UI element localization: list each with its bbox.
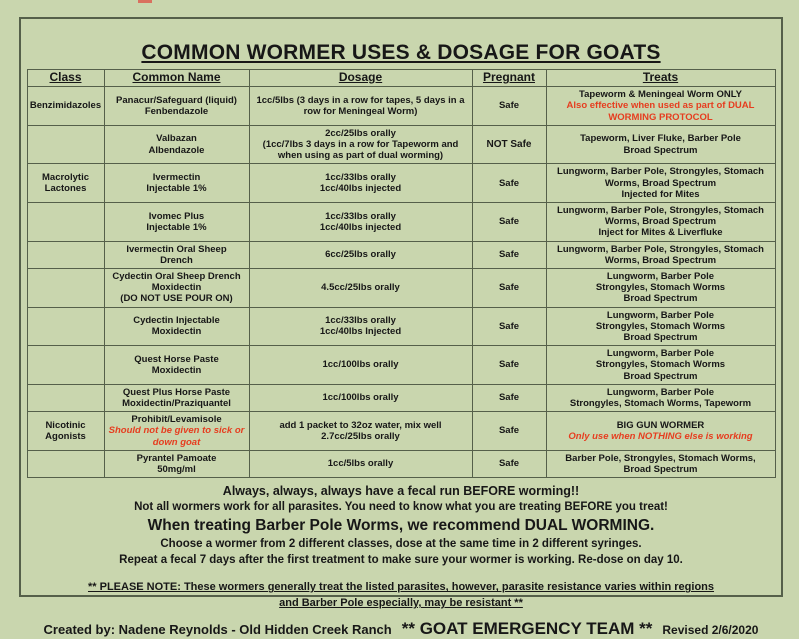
treats-text: Strongyles, Stomach Worms [595, 282, 726, 294]
cell-class [27, 125, 104, 164]
treats-text: Worms, Broad Spectrum [604, 254, 717, 266]
column-header-treats: Treats [546, 70, 775, 87]
cell-treats [546, 125, 775, 164]
cell-common-name [104, 164, 249, 203]
cell-dosage [249, 346, 472, 385]
cell-common-name [104, 412, 249, 451]
dosage-text: 1cc/5lbs orally [327, 458, 394, 470]
pregnant-status-text: Safe [498, 249, 520, 261]
dosage-text: 1cc/100lbs orally [322, 359, 399, 371]
cell-class [27, 164, 104, 203]
table-row [27, 125, 775, 164]
cell-common-name [104, 346, 249, 385]
cell-treats [546, 269, 775, 308]
pregnant-status-text: Safe [498, 458, 520, 470]
treats-warning-text: WORMING PROTOCOL [608, 111, 713, 123]
common-name-text: Drench [160, 254, 193, 266]
dosage-text: 6cc/25lbs orally [325, 249, 396, 261]
cell-pregnant [472, 164, 546, 203]
cell-dosage [249, 87, 472, 126]
table-row [27, 307, 775, 346]
treats-text: Barber Pole, Strongyles, Stomach Worms, [565, 452, 756, 464]
pregnant-status-text: Safe [498, 216, 520, 228]
class-name-text: Benzimidazoles [29, 100, 102, 112]
class-name-text: Nicotinic [45, 419, 86, 431]
cell-class [27, 87, 104, 126]
common-name-warning-text: down goat [152, 436, 201, 448]
cell-class [27, 346, 104, 385]
treats-text: Broad Spectrum [623, 293, 698, 305]
photo-artifact-red-mark [138, 0, 152, 3]
cell-pregnant [472, 412, 546, 451]
table-row [27, 269, 775, 308]
treats-text: Lungworm, Barber Pole [606, 309, 715, 321]
cell-dosage [249, 384, 472, 411]
dosage-text: 1cc/40lbs injected [319, 183, 402, 195]
treats-text: Strongyles, Stomach Worms, Tapeworm [569, 398, 752, 410]
cell-class [27, 307, 104, 346]
cell-treats [546, 203, 775, 242]
treats-text: Lungworm, Barber Pole [606, 386, 715, 398]
footer-line-fecal: Always, always, always have a fecal run BEFORE worming!! [222, 484, 580, 499]
cell-class [27, 269, 104, 308]
cell-common-name [104, 87, 249, 126]
table-row [27, 412, 775, 451]
footer-line-repeat: Repeat a fecal 7 days after the first treatment to make sure your wormer is working. Re-dose on day 10. [119, 553, 683, 566]
table-header-row [27, 70, 775, 87]
cell-dosage [249, 203, 472, 242]
cell-pregnant [472, 384, 546, 411]
cell-common-name [104, 384, 249, 411]
dosage-text: 4.5cc/25lbs orally [321, 282, 400, 294]
common-name-text: (DO NOT USE POUR ON) [120, 293, 233, 305]
treats-text: Lungworm, Barber Pole, Strongyles, Stomach [557, 205, 764, 217]
cell-pregnant [472, 269, 546, 308]
cell-class [27, 241, 104, 268]
dosage-text: 2.7cc/25lbs orally [321, 431, 400, 443]
treats-text: Tapeworm & Meningeal Worm ONLY [579, 89, 742, 101]
pregnant-status-text: Safe [498, 425, 520, 437]
cell-dosage [249, 241, 472, 268]
common-name-text: Valbazan [156, 133, 197, 145]
cell-class [27, 384, 104, 411]
treats-text: BIG GUN WORMER [616, 419, 705, 431]
cell-treats [546, 384, 775, 411]
treats-warning-text: Only use when NOTHING else is working [568, 431, 753, 443]
treats-text: Worms, Broad Spectrum [604, 216, 717, 228]
class-name-text: Agonists [45, 431, 86, 443]
dosage-text: 1cc/33lbs orally [325, 315, 396, 327]
footer-line-choose: Choose a wormer from 2 different classes, dose at the same time in 2 different syringes. [160, 538, 642, 551]
treats-text: Lungworm, Barber Pole [606, 348, 715, 360]
cell-dosage [249, 164, 472, 203]
resistance-note [21, 580, 781, 612]
cell-treats [546, 87, 775, 126]
dosage-text: 1cc/100lbs orally [322, 392, 399, 404]
dosage-text: (1cc/7lbs 3 days in a row for Tapeworm and [262, 139, 459, 150]
table-row [27, 346, 775, 385]
cell-pregnant [472, 87, 546, 126]
table-row [27, 450, 775, 477]
footer-advice-block [21, 483, 781, 568]
cell-common-name [104, 203, 249, 242]
credits-line [21, 619, 781, 639]
common-name-text: Moxidectin [151, 365, 202, 377]
class-name-text: Macrolytic [42, 172, 89, 183]
pregnant-status-text: Safe [498, 359, 520, 371]
pregnant-status-text: Safe [498, 177, 520, 189]
cell-treats [546, 164, 775, 203]
common-name-text: Cydectin Injectable [133, 315, 220, 327]
treats-text: Strongyles, Stomach Worms [595, 320, 726, 332]
cell-pregnant [472, 450, 546, 477]
table-row [27, 87, 775, 126]
common-name-text: Injectable 1% [146, 221, 207, 233]
dosage-text: 1cc/33lbs orally [325, 210, 396, 222]
created-by-text: Created by: Nadene Reynolds - Old Hidden Creek Ranch [43, 622, 392, 638]
cell-treats [546, 241, 775, 268]
cell-dosage [249, 269, 472, 308]
dosage-text: when using as part of dual worming) [277, 150, 444, 162]
column-header-common-name: Common Name [104, 70, 249, 87]
table-row [27, 203, 775, 242]
footer-line-dual: When treating Barber Pole Worms, we recommend DUAL WORMING. [147, 517, 655, 535]
goat-emergency-team-text: ** GOAT EMERGENCY TEAM ** [401, 619, 653, 639]
cell-pregnant [472, 307, 546, 346]
cell-dosage [249, 307, 472, 346]
column-header-class: Class [27, 70, 104, 87]
treats-warning-text: Also effective when used as part of DUAL [566, 100, 755, 112]
table-row [27, 241, 775, 268]
cell-common-name [104, 241, 249, 268]
wormer-dosage-table [27, 69, 776, 478]
cell-pregnant [472, 125, 546, 164]
common-name-text: Fenbendazole [144, 105, 209, 117]
common-name-text: Panacur/Safeguard (liquid) [116, 94, 237, 106]
common-name-text: Ivomec Plus [148, 210, 205, 222]
treats-text: Tapeworm, Liver Fluke, Barber Pole [580, 133, 741, 145]
common-name-text: Cydectin Oral Sheep Drench [112, 271, 241, 283]
common-name-text: Quest Horse Paste [134, 353, 219, 365]
common-name-text: Ivermectin Oral Sheep [126, 243, 227, 255]
column-header-dosage: Dosage [249, 70, 472, 87]
cell-class [27, 450, 104, 477]
cell-treats [546, 412, 775, 451]
resistance-note-line-1: ** PLEASE NOTE: These wormers generally treat the listed parasites, however, parasite resistance varies within regions [87, 581, 715, 594]
common-name-text: Moxidectin/Praziquantel [122, 398, 231, 410]
cell-common-name [104, 269, 249, 308]
treats-text: Inject for Mites & Liverfluke [598, 227, 723, 239]
pregnant-status-text: Safe [498, 282, 520, 294]
cell-class [27, 412, 104, 451]
common-name-text: Prohibit/Levamisole [131, 414, 222, 426]
treats-text: Broad Spectrum [623, 464, 698, 476]
cell-common-name [104, 125, 249, 164]
dosage-text: add 1 packet to 32oz water, mix well [279, 419, 442, 431]
document-border-box [19, 17, 783, 639]
cell-pregnant [472, 241, 546, 268]
pregnant-status-text: Safe [498, 392, 520, 404]
page-title: COMMON WORMER USES & DOSAGE FOR GOATS [141, 41, 661, 64]
common-name-text: Pyrantel Pamoate [136, 452, 217, 464]
cell-treats [546, 346, 775, 385]
common-name-text: Quest Plus Horse Paste [122, 386, 231, 398]
treats-text: Broad Spectrum [623, 144, 698, 156]
common-name-text: 50mg/ml [157, 464, 196, 476]
dosage-text: 2cc/25lbs orally [325, 127, 396, 139]
revised-date-text: Revised 2/6/2020 [662, 623, 759, 638]
table-row [27, 384, 775, 411]
footer-line-wormers: Not all wormers work for all parasites. You need to know what you are treating BEFORE you treat! [134, 500, 668, 513]
cell-dosage [249, 412, 472, 451]
dosage-text: 1cc/40lbs Injected [319, 326, 402, 338]
treats-text: Injected for Mites [621, 188, 700, 200]
cell-common-name [104, 307, 249, 346]
header-row [27, 70, 775, 87]
treats-text: Lungworm, Barber Pole [606, 271, 715, 283]
common-name-text: Injectable 1% [146, 183, 207, 195]
common-name-text: Ivermectin [152, 172, 201, 183]
resistance-note-line-2: and Barber Pole especially, may be resistant ** [279, 597, 523, 610]
column-header-pregnant: Pregnant [472, 70, 546, 87]
cell-dosage [249, 125, 472, 164]
treats-text: Lungworm, Barber Pole, Strongyles, Stomach [557, 166, 764, 178]
cell-treats [546, 307, 775, 346]
treats-text: Broad Spectrum [623, 370, 698, 382]
common-name-text: Moxidectin [151, 282, 202, 294]
treats-text: Worms, Broad Spectrum [604, 177, 717, 189]
table-row [27, 164, 775, 203]
common-name-text: Albendazole [148, 144, 205, 156]
cell-class [27, 203, 104, 242]
common-name-text: Moxidectin [151, 326, 202, 338]
pregnant-status-text: Safe [498, 100, 520, 112]
cell-pregnant [472, 203, 546, 242]
treats-text: Lungworm, Barber Pole, Strongyles, Stomach [557, 243, 764, 255]
treats-text: Strongyles, Stomach Worms [595, 359, 726, 371]
cell-treats [546, 450, 775, 477]
dosage-text: row for Meningeal Worm) [303, 105, 418, 117]
table-body [27, 87, 775, 478]
cell-pregnant [472, 346, 546, 385]
treats-text: Broad Spectrum [623, 332, 698, 344]
common-name-warning-text: Should not be given to sick or [108, 425, 245, 437]
dosage-text: 1cc/5lbs (3 days in a row for tapes, 5 days in a [256, 94, 465, 106]
class-name-text: Lactones [44, 183, 87, 195]
cell-common-name [104, 450, 249, 477]
dosage-text: 1cc/33lbs orally [325, 172, 396, 183]
dosage-text: 1cc/40lbs injected [319, 221, 402, 233]
cell-dosage [249, 450, 472, 477]
pregnant-status-text: NOT Safe [486, 138, 532, 150]
pregnant-status-text: Safe [498, 320, 520, 332]
